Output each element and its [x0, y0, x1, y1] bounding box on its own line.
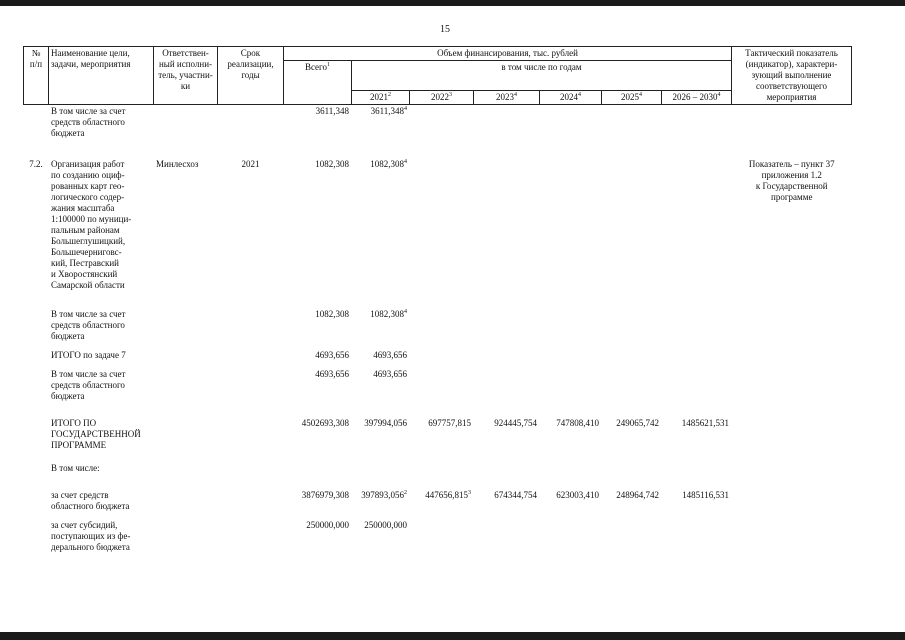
row-name: В том числе за счет средств областного бюджета: [51, 369, 126, 401]
row-y2025: [602, 349, 662, 362]
table-row: [24, 368, 852, 403]
row-y2025: [602, 462, 662, 475]
table-row: [24, 519, 852, 554]
table-row: [24, 417, 852, 452]
row-name: за счет средств областного бюджета: [51, 490, 130, 511]
row-y2023: [474, 368, 540, 403]
row-name: ИТОГО ПО ГОСУДАРСТВЕННОЙ ПРОГРАММЕ: [51, 418, 141, 450]
row-y2026: [662, 158, 732, 292]
row-period: [218, 489, 284, 513]
header-year: 2026 – 2030$^4$: [662, 91, 732, 105]
row-y2023: [474, 105, 540, 141]
row-spacer: [24, 475, 852, 489]
row-y2022: [410, 158, 474, 292]
row-spacer: [24, 403, 852, 417]
row-num: [24, 105, 49, 141]
row-y2024: [540, 368, 602, 403]
row-y2022: [410, 462, 474, 475]
row-total: [284, 462, 352, 475]
row-y2022: [410, 368, 474, 403]
row-y2021: 1082,308$^4$: [370, 309, 407, 319]
row-executor: [154, 105, 218, 141]
header-indicator: Тактический показатель (индикатор), характери- зующий выполнение соответствующего мероприятия: [732, 47, 852, 105]
header-total: Всего$^1$: [284, 61, 352, 105]
row-executor: [154, 462, 218, 475]
header-funding: Объем финансирования, тыс. рублей: [284, 47, 732, 61]
row-indicator: [732, 489, 852, 513]
row-y2024: 747808,410: [556, 418, 599, 428]
row-num: [24, 308, 49, 343]
row-spacer: [24, 452, 852, 462]
funding-table: [23, 46, 852, 554]
row-y2022: [410, 105, 474, 141]
row-period: [218, 105, 284, 141]
row-y2024: [540, 105, 602, 141]
row-period: [218, 368, 284, 403]
row-y2021: 4693,656: [373, 369, 407, 379]
row-indicator: [732, 462, 852, 475]
row-y2021: [352, 462, 410, 475]
row-y2021: 1082,308$^4$: [370, 159, 407, 169]
row-executor: Минлесхоз: [156, 159, 199, 169]
row-indicator: [732, 519, 852, 554]
header-executor: Ответствен- ный исполни- тель, участни- ки: [154, 47, 218, 105]
row-y2024: [540, 519, 602, 554]
row-indicator: [732, 105, 852, 141]
row-y2026: [662, 105, 732, 141]
row-y2023: [474, 349, 540, 362]
row-indicator: Показатель – пункт 37 приложения 1.2 к Государственной программе: [748, 159, 835, 202]
row-y2022: [410, 308, 474, 343]
row-executor: [154, 489, 218, 513]
row-y2021: 4693,656: [373, 350, 407, 360]
table-row: [24, 308, 852, 343]
header-year: 2022$^3$: [410, 91, 474, 105]
row-indicator: [732, 417, 852, 452]
row-y2025: 249065,742: [616, 418, 659, 428]
top-border: [0, 0, 905, 6]
table-row: [24, 462, 852, 475]
row-num: [24, 417, 49, 452]
row-y2026: [662, 308, 732, 343]
header-name: Наименование цели, задачи, мероприятия: [49, 47, 154, 105]
row-num: [24, 519, 49, 554]
row-y2022: [410, 349, 474, 362]
row-y2023: 924445,754: [494, 418, 537, 428]
row-name: Организация работ по созданию оциф- рованных карт гео- логического содер- жания масштаба 1:100000 по муници- пальным районам Большеглушицкий, Большечерниговс- кий, Пестравский и Хворостянский Самарской области: [51, 159, 132, 290]
row-y2023: [474, 462, 540, 475]
row-y2023: 674344,754: [494, 490, 537, 500]
table-row: [24, 489, 852, 513]
row-name: ИТОГО по задаче 7: [51, 350, 126, 360]
row-y2021: 3611,348$^4$: [370, 106, 407, 116]
row-indicator: [732, 349, 852, 362]
header-period: Срок реализации, годы: [218, 47, 284, 105]
row-y2026: 1485116,531: [682, 490, 729, 500]
row-period: [218, 519, 284, 554]
table-row: [24, 105, 852, 141]
row-total: 4693,656: [315, 350, 349, 360]
row-y2024: 623003,410: [556, 490, 599, 500]
row-period: [218, 349, 284, 362]
page-number: 15: [440, 24, 450, 35]
header-num: № п/п: [24, 47, 49, 105]
row-y2024: [540, 158, 602, 292]
row-total: 250000,000: [306, 520, 349, 530]
row-name: В том числе за счет средств областного бюджета: [51, 309, 126, 341]
header-year: 2021$^2$: [352, 91, 410, 105]
row-name: В том числе:: [51, 463, 100, 473]
row-executor: [154, 368, 218, 403]
row-executor: [154, 417, 218, 452]
row-indicator: [732, 308, 852, 343]
row-y2021: 397893,056$^2$: [361, 490, 407, 500]
row-total: 4693,656: [315, 369, 349, 379]
row-y2026: [662, 368, 732, 403]
row-y2025: [602, 368, 662, 403]
row-y2026: [662, 349, 732, 362]
row-y2023: [474, 308, 540, 343]
row-executor: [154, 308, 218, 343]
row-y2022: 447656,815$^3$: [425, 490, 471, 500]
row-total: 3611,348: [315, 106, 349, 116]
row-y2022: [410, 519, 474, 554]
header-year: 2023$^4$: [474, 91, 540, 105]
row-y2024: [540, 349, 602, 362]
row-executor: [154, 349, 218, 362]
row-y2025: [602, 308, 662, 343]
row-y2025: [602, 519, 662, 554]
header-year: 2024$^4$: [540, 91, 602, 105]
row-indicator: [732, 368, 852, 403]
row-y2025: [602, 158, 662, 292]
bottom-border: [0, 632, 905, 640]
row-total: 3876979,308: [301, 490, 349, 500]
row-period: 2021: [241, 159, 260, 169]
row-num: [24, 368, 49, 403]
row-period: [218, 417, 284, 452]
row-y2021: 397994,056: [364, 418, 407, 428]
table-row: [24, 158, 852, 292]
row-total: 4502693,308: [301, 418, 349, 428]
row-period: [218, 462, 284, 475]
row-y2024: [540, 308, 602, 343]
row-y2023: [474, 519, 540, 554]
row-y2022: 697757,815: [428, 418, 471, 428]
header-year: 2025$^4$: [602, 91, 662, 105]
row-y2026: [662, 519, 732, 554]
row-y2025: [602, 105, 662, 141]
row-executor: [154, 519, 218, 554]
row-period: [218, 308, 284, 343]
row-y2025: 248964,742: [616, 490, 659, 500]
row-name: В том числе за счет средств областного бюджета: [51, 106, 126, 138]
row-y2024: [540, 462, 602, 475]
row-num: [24, 349, 49, 362]
header-by-years: в том числе по годам: [352, 61, 732, 91]
row-y2026: [662, 462, 732, 475]
row-num: [24, 489, 49, 513]
row-y2021: 250000,000: [364, 520, 407, 530]
row-total: 1082,308: [315, 159, 349, 169]
row-num: 7.2.: [29, 159, 43, 169]
row-y2026: 1485621,531: [681, 418, 729, 428]
row-total: 1082,308: [315, 309, 349, 319]
row-name: за счет субсидий, поступающих из фе- дерального бюджета: [51, 520, 131, 552]
row-spacer: [24, 292, 852, 308]
row-y2023: [474, 158, 540, 292]
table-row: [24, 349, 852, 362]
row-num: [24, 462, 49, 475]
row-spacer: [24, 140, 852, 158]
